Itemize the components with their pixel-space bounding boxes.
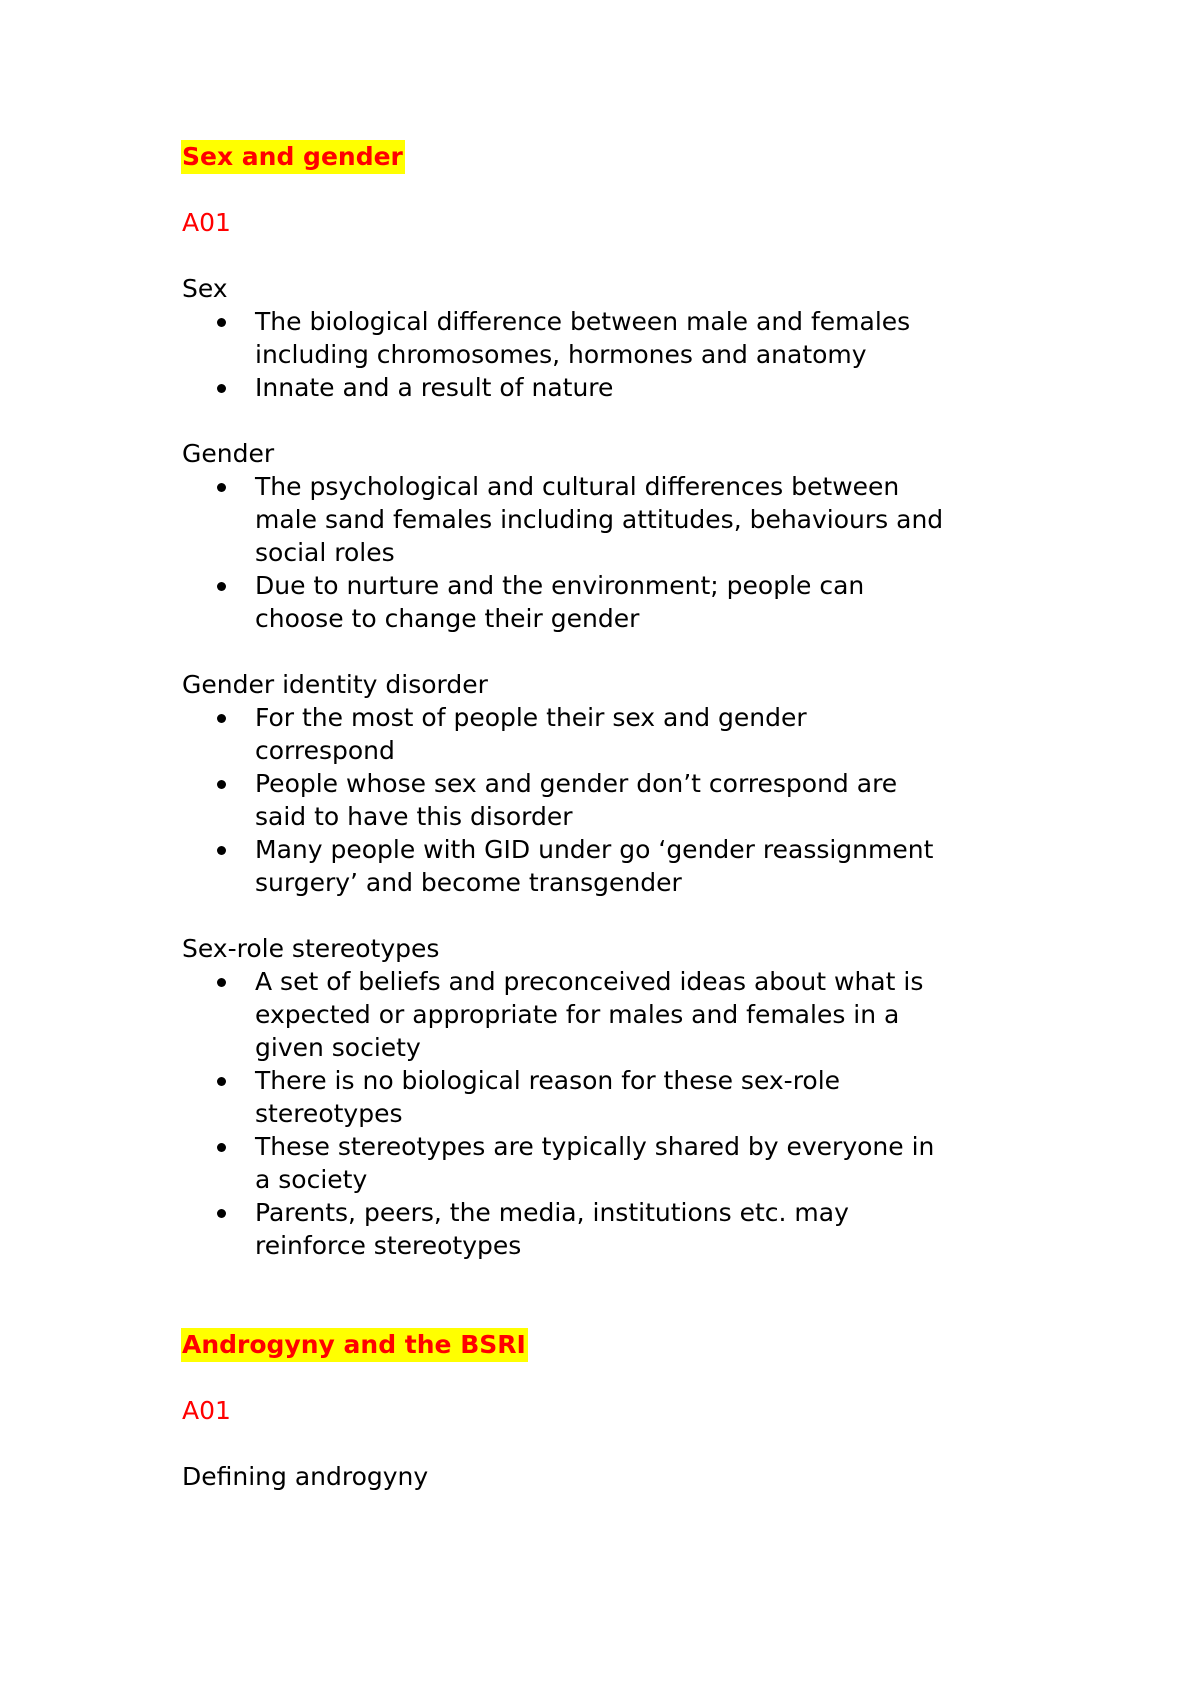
bullet-dot-icon: [217, 1143, 226, 1152]
section-sex-and-gender: [182, 140, 1042, 1262]
list-item-text: For the most of people their sex and gender correspond: [255, 703, 807, 765]
list-item-text: People whose sex and gender don’t correspond are said to have this disorder: [255, 769, 898, 831]
section-subheading: A01: [182, 208, 231, 237]
bullet-list: [182, 470, 1042, 635]
list-item: [182, 371, 945, 404]
bullet-dot-icon: [217, 582, 226, 591]
list-item-text: There is no biological reason for these sex-role stereotypes: [255, 1066, 841, 1128]
group-defining-androgyny: [182, 1460, 1042, 1493]
section-subheading: A01: [182, 1396, 231, 1425]
bullet-list: [182, 305, 1042, 404]
list-item: [182, 470, 945, 569]
group-gender: [182, 437, 1042, 635]
bullet-dot-icon: [217, 1077, 226, 1086]
section-heading-row: [182, 1328, 1042, 1361]
group-sex: [182, 272, 1042, 404]
group-gender-identity-disorder: [182, 668, 1042, 899]
list-item: [182, 833, 945, 899]
bullet-dot-icon: [217, 483, 226, 492]
list-item: [182, 767, 945, 833]
group-label: Gender: [182, 439, 275, 468]
list-item: [182, 701, 945, 767]
bullet-dot-icon: [217, 780, 226, 789]
document-content: [182, 140, 1042, 1493]
bullet-dot-icon: [217, 978, 226, 987]
bullet-dot-icon: [217, 846, 226, 855]
section-title: Androgyny and the BSRI: [181, 1328, 528, 1362]
bullet-list: [182, 701, 1042, 899]
bullet-list: [182, 965, 1042, 1262]
bullet-dot-icon: [217, 714, 226, 723]
group-label: Sex: [182, 274, 228, 303]
section-title: Sex and gender: [181, 140, 405, 174]
bullet-dot-icon: [217, 384, 226, 393]
list-item-text: The psychological and cultural differences between male sand females including attitudes, behaviours and social roles: [255, 472, 944, 567]
list-item: [182, 305, 945, 371]
group-sex-role-stereotypes: [182, 932, 1042, 1262]
bullet-dot-icon: [217, 1209, 226, 1218]
section-heading-row: [182, 140, 1042, 173]
list-item: [182, 1196, 945, 1262]
group-label: Gender identity disorder: [182, 670, 488, 699]
list-item-text: These stereotypes are typically shared by everyone in a society: [255, 1132, 935, 1194]
list-item: [182, 569, 945, 635]
list-item-text: Due to nurture and the environment; people can choose to change their gender: [255, 571, 865, 633]
list-item: [182, 1064, 945, 1130]
group-label: Sex-role stereotypes: [182, 934, 440, 963]
bullet-dot-icon: [217, 318, 226, 327]
list-item: [182, 1130, 945, 1196]
list-item-text: Parents, peers, the media, institutions etc. may reinforce stereotypes: [255, 1198, 849, 1260]
section-androgyny-and-the-bsri: [182, 1328, 1042, 1493]
list-item-text: The biological difference between male and females including chromosomes, hormones and anatomy: [255, 307, 911, 369]
list-item: [182, 965, 945, 1064]
group-label: Defining androgyny: [182, 1462, 429, 1491]
list-item-text: Many people with GID under go ‘gender reassignment surgery’ and become transgender: [255, 835, 934, 897]
list-item-text: A set of beliefs and preconceived ideas about what is expected or appropriate for males and females in a given society: [255, 967, 924, 1062]
list-item-text: Innate and a result of nature: [255, 373, 614, 402]
